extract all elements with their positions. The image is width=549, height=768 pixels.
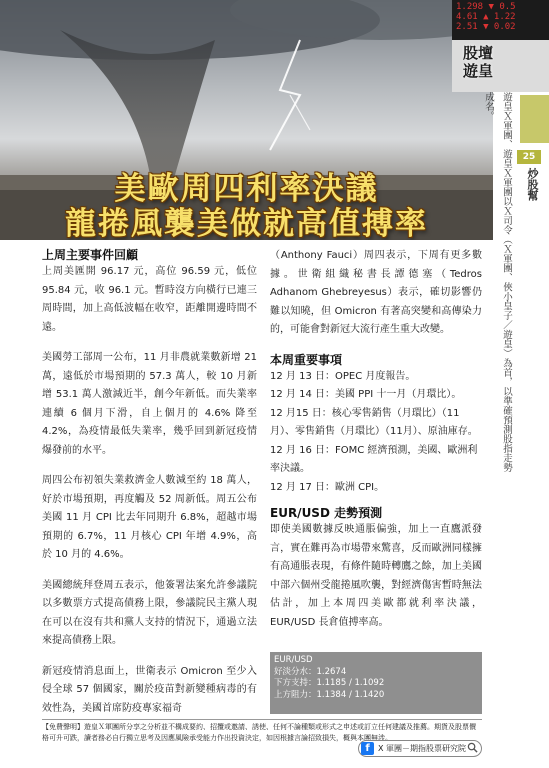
page-number: 25 <box>517 150 541 164</box>
paragraph: 美國總統拜登周五表示，他簽署法案允許參議院以多數票方式提高債務上限，參議院民主黨人現在可以在沒有共和黨人支持的情況下，通過立法來提高債務上限。 <box>42 579 257 646</box>
paragraph: 即使美國數據反映通脹偏強，加上一直鷹派發言，實在難再為市場帶來驚喜，反而歐洲同樣擁有高通脹表現，有條件隨時轉鷹之餘，加上美國中部六個州受龍捲風吹襲，對經濟傷害暫時無法估計，加上本周四美歐都就利率決議，EUR/USD 長倉值搏率高。 <box>270 524 482 628</box>
right-column <box>270 247 482 644</box>
paragraph: （Anthony Fauci）周四表示，下周有更多數據。世衛組織秘書長譚德塞（Tedros Adhanom Ghebreyesus）表示，確切影響仍難以知曉，但 Omicron 有著高突變和高傳染力的，可能會對新冠大流行產生重大改變。 <box>270 250 482 335</box>
event-item: 12 月15 日：核心零售銷售（月環比）（11月）、零售銷售（月環比）（11月）、原油庫存。 <box>270 407 478 437</box>
levels-pair: EUR/USD <box>274 655 313 665</box>
columnist-name: 股壇 遊皇 <box>462 44 493 80</box>
section-heading-review: 上周主要事件回顧 <box>42 248 139 262</box>
columnist-intro: 遊皇Ｘ軍團、遊皇Ｘ軍團以Ｘ司令（Ｘ軍團、俠小皇子／遊皇）為首，以準確預測股指走勢成名。 <box>483 92 512 472</box>
event-item: 12 月 13 日：OPEC 月度報告。 <box>270 370 416 382</box>
headline-line-1: 美歐周四利率決議 <box>114 171 379 207</box>
paragraph: 上周美匯開 96.17 元，高位 96.59 元，低位 95.84 元，收 96.1 元。暫時沒方向橫行已連三周時間，加上高低波幅在收窄，距離開邊時間不遠。 <box>42 266 257 333</box>
ticker-screen: 1.298 ▼ 0.5 4.61 ▲ 1.22 2.51 ▼ 0.02 <box>452 0 549 40</box>
hero-banner <box>0 0 493 240</box>
facebook-icon: f <box>361 742 374 755</box>
event-item: 12 月 16 日：FOMC 經濟預測，美國、歐洲利率決議。 <box>270 444 478 474</box>
column-badge <box>452 0 549 92</box>
footer-label: X 軍團－期指股票研究院 <box>378 744 467 753</box>
paragraph: 美國勞工部周一公布，11 月非農就業數新增 21 萬，遠低於市場預期的 57.3 萬人，較 10 月新增 53.1 萬人激減近半，創今年新低。而失業率連續 6 個月下滑，自上個月的 4.6% 降至 4.2%，為疫情最低失業率，幾乎回到新冠疫情爆發前的水平。 <box>42 352 257 456</box>
levels-pivot: 好淡分水：1.2674 <box>274 666 347 677</box>
levels-resistance: 上方阻力：1.1384 / 1.1420 <box>274 689 385 700</box>
disclaimer: 【免費聲明】遊皇Ｘ軍團所分享之分析並不構成要約、招攬或邀請、誘使、任何不論種類或形式之申述或訂立任何建議及推薦。期貨及股票價格可升可跌，讀者務必自行獨立思考及因應風險承受能力作出投資決定，如因根據言論招致損失，概與本團無涉。 <box>42 719 482 744</box>
social-footer[interactable] <box>358 740 482 757</box>
rail-color-bar <box>520 95 549 143</box>
paragraph: 周四公布初領失業救濟金人數減至約 18 萬人，好於市場預期，再度觸及 52 周新低。周五公布美國 11 月 CPI 比去年同期升 6.8%，超越市場預期的 6.7%，11 月核心 CPI 年增 4.9%，高於 10 月的 4.6%。 <box>42 475 257 560</box>
search-icon[interactable] <box>467 742 478 753</box>
section-heading-week: 本周重要事項 <box>270 352 343 367</box>
event-item: 12 月 14 日：美國 PPI 十一月（月環比）。 <box>270 389 462 400</box>
event-item: 12 月 17 日：歐洲 CPI。 <box>270 481 385 493</box>
paragraph: 新冠疫情消息面上，世衛表示 Omicron 至少入侵全球 57 個國家，關於疫苗對新變種病毒的有效性為，美國首席防疫專家福奇 <box>42 665 257 714</box>
section-heading-eurusd: EUR/USD 走勢預測 <box>270 506 383 520</box>
section-label: 炒股幫 <box>526 168 539 201</box>
levels-box <box>270 652 482 714</box>
left-column <box>42 247 257 718</box>
levels-support: 下方支持：1.1185 / 1.1092 <box>274 678 385 688</box>
headline-line-2: 龍捲風襲美做就高值搏率 <box>65 206 428 240</box>
